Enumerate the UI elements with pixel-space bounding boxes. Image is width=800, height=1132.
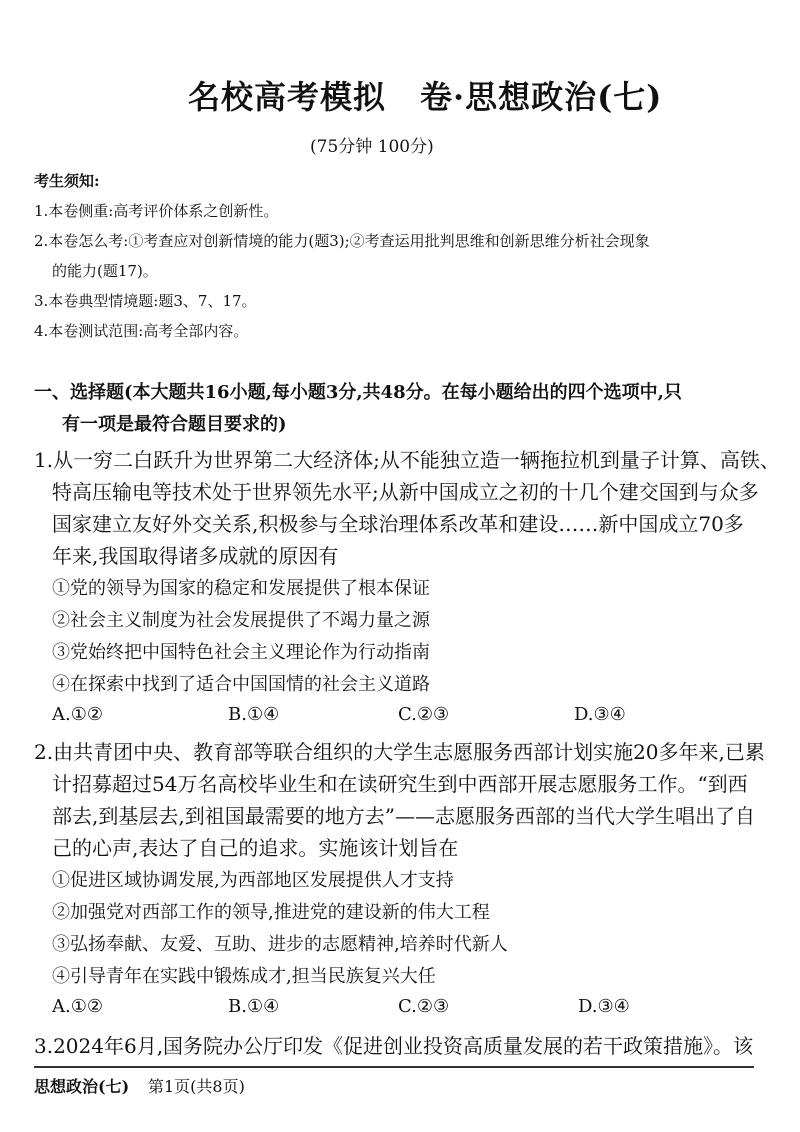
notes-heading: 考生须知: — [34, 172, 100, 190]
question-2-choice-b[interactable]: B.①④ — [228, 996, 280, 1017]
question-1-choice-a[interactable]: A.①② — [52, 704, 103, 725]
exam-title-right: 卷·思想政治(七) — [420, 78, 663, 116]
question-1-choice-d[interactable]: D.③④ — [574, 704, 626, 725]
question-2-choice-d[interactable]: D.③④ — [578, 996, 630, 1017]
question-1-statement: ①党的领导为国家的稳定和发展提供了根本保证 — [52, 578, 430, 599]
question-2-statement: ②加强党对西部工作的领导,推进党的建设新的伟大工程 — [52, 902, 490, 923]
note-item: 1.本卷侧重:高考评价体系之创新性。 — [34, 202, 279, 220]
question-1-choice-b[interactable]: B.①④ — [228, 704, 280, 725]
section-heading: 一、选择题(本大题共16小题,每小题3分,共48分。在每小题给出的四个选项中,只 — [34, 382, 682, 403]
question-2-choice-a[interactable]: A.①② — [52, 996, 103, 1017]
section-heading-cont: 有一项是最符合题目要求的) — [62, 414, 287, 435]
exam-duration-score: (75分钟 100分) — [310, 137, 434, 157]
question-2-statement: ③弘扬奉献、友爱、互助、进步的志愿精神,培养时代新人 — [52, 934, 508, 955]
question-1-statement: ②社会主义制度为社会发展提供了不竭力量之源 — [52, 610, 430, 631]
question-2-line: 2.由共青团中央、教育部等联合组织的大学生志愿服务西部计划实施20多年来,已累 — [34, 740, 765, 764]
note-item: 3.本卷典型情境题:题3、7、17。 — [34, 292, 257, 310]
note-item: 2.本卷怎么考:①考查应对创新情境的能力(题3);②考查运用批判思维和创新思维分析社会现象 — [34, 232, 650, 250]
question-1-line: 特高压输电等技术处于世界领先水平;从新中国成立之初的十几个建交国到与众多 — [52, 480, 759, 504]
question-1-statement: ④在探索中找到了适合中国国情的社会主义道路 — [52, 674, 430, 695]
question-1-line: 国家建立友好外交关系,积极参与全球治理体系改革和建设……新中国成立70多 — [52, 512, 744, 536]
question-1-line: 年来,我国取得诸多成就的原因有 — [52, 544, 339, 568]
question-2-line: 部去,到基层去,到祖国最需要的地方去”——志愿服务西部的当代大学生唱出了自 — [52, 804, 755, 828]
question-2-statement: ①促进区域协调发展,为西部地区发展提供人才支持 — [52, 870, 454, 891]
question-1-line: 1.从一穷二白跃升为世界第二大经济体;从不能独立造一辆拖拉机到量子计算、高铁、 — [34, 448, 780, 472]
note-item: 的能力(题17)。 — [52, 262, 158, 280]
question-1-statement: ③党始终把中国特色社会主义理论作为行动指南 — [52, 642, 430, 663]
question-1-choice-c[interactable]: C.②③ — [398, 704, 450, 725]
exam-title-left: 名校高考模拟 — [188, 78, 387, 116]
question-2-line: 计招募超过54万名高校毕业生和在读研究生到中西部开展志愿服务工作。“到西 — [52, 772, 748, 796]
footer-divider — [34, 1066, 754, 1068]
question-2-statement: ④引导青年在实践中锻炼成才,担当民族复兴大任 — [52, 966, 436, 987]
note-item: 4.本卷测试范围:高考全部内容。 — [34, 322, 249, 340]
question-2-line: 己的心声,表达了自己的追求。实施该计划旨在 — [52, 836, 459, 860]
footer-page-number: 第1页(共8页) — [148, 1077, 245, 1096]
question-3-line: 3.2024年6月,国务院办公厅印发《促进创业投资高质量发展的若干政策措施》。该 — [34, 1034, 754, 1058]
footer-subject: 思想政治(七) — [34, 1077, 130, 1096]
question-2-choice-c[interactable]: C.②③ — [398, 996, 450, 1017]
